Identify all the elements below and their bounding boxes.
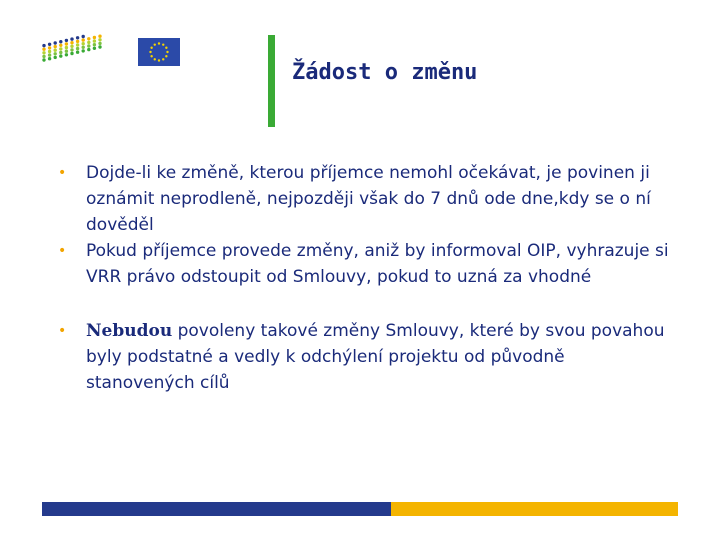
- logo-dot: [93, 47, 96, 50]
- logo-dot: [65, 50, 68, 53]
- logo-dot: [42, 48, 45, 51]
- logo-dot: [48, 43, 51, 46]
- eu-flag-icon: [138, 38, 180, 66]
- logo-dot: [59, 44, 62, 47]
- logo-dot: [65, 42, 68, 45]
- logo-dot: [87, 44, 90, 47]
- logo-dot: [82, 35, 85, 38]
- logo-dot: [54, 56, 57, 59]
- eu-star: [150, 55, 152, 57]
- logo-dot: [59, 40, 62, 43]
- logo-dot: [93, 39, 96, 42]
- bullet-icon: •: [58, 243, 67, 259]
- logo-dot: [54, 41, 57, 44]
- eu-star: [150, 47, 152, 49]
- logo-dot: [65, 46, 68, 49]
- logo-dot: [76, 47, 79, 50]
- bullet-strong-text: Nebudou: [86, 321, 173, 341]
- logo-dot: [70, 45, 73, 48]
- eu-star: [165, 55, 167, 57]
- bullet-item: [56, 160, 671, 238]
- logo-dot: [76, 36, 79, 39]
- logo-dot: [48, 57, 51, 60]
- logo-dot: [42, 55, 45, 58]
- eu-star: [162, 58, 164, 60]
- bullet-item: [56, 238, 671, 290]
- eu-star: [165, 47, 167, 49]
- bullet-icon: •: [58, 323, 67, 339]
- logo-dot: [59, 47, 62, 50]
- eu-star: [166, 51, 168, 53]
- bullet-list: [56, 160, 671, 396]
- logo-dot: [98, 38, 101, 41]
- logo-dot: [59, 54, 62, 57]
- footer-blue-segment: [42, 502, 391, 516]
- logo-dot: [54, 45, 57, 48]
- bullet-icon: •: [58, 165, 67, 181]
- operational-programme-logo: [40, 34, 106, 68]
- eu-star: [162, 43, 164, 45]
- logo-dot: [93, 36, 96, 39]
- eu-star: [154, 58, 156, 60]
- logo-dot: [98, 35, 101, 38]
- bullet-text: Dojde-li ke změně, kterou příjemce nemohl očekávat, je povinen ji oznámit neprodleně, nejpozději však do 7 dnů ode dne,kdy se o ní dověděl: [86, 163, 651, 235]
- page-title: Žádost o změnu: [292, 60, 478, 85]
- footer-yellow-segment: [391, 502, 678, 516]
- logo-dot: [48, 50, 51, 53]
- logo-dot: [87, 37, 90, 40]
- eu-star: [154, 43, 156, 45]
- logo-dot: [48, 53, 51, 56]
- bullet-text: Pokud příjemce provede změny, aniž by informoval OIP, vyhrazuje si VRR právo odstoupit od Smlouvy, pokud to uzná za vhodné: [86, 241, 669, 287]
- logo-dot: [98, 45, 101, 48]
- bullet-text: povoleny takové změny Smlouvy, které by svou povahou byly podstatné a vedly k odchýlení projektu od původně stanovených cílů: [86, 321, 665, 393]
- footer-bar: [42, 502, 678, 516]
- logo-dot: [87, 41, 90, 44]
- title-accent-bar: [268, 35, 275, 127]
- logo-dot: [76, 51, 79, 54]
- logo-dot: [59, 51, 62, 54]
- logo-dot: [54, 49, 57, 52]
- logo-dot: [82, 49, 85, 52]
- logo-dot: [70, 41, 73, 44]
- logo-dot: [76, 43, 79, 46]
- logo-dot: [70, 48, 73, 51]
- logo-dot: [65, 53, 68, 56]
- logo-dot: [87, 48, 90, 51]
- logo-dot: [82, 42, 85, 45]
- eu-star: [158, 42, 160, 44]
- logo-dot: [82, 38, 85, 41]
- logo-dot: [82, 46, 85, 49]
- logo-dot: [48, 46, 51, 49]
- logo-dot: [70, 52, 73, 55]
- logo-dot: [54, 52, 57, 55]
- logo-dot: [42, 44, 45, 47]
- logo-dot: [70, 37, 73, 40]
- logo-dot: [93, 43, 96, 46]
- eu-star: [158, 59, 160, 61]
- logo-dot: [98, 42, 101, 45]
- logo-dot: [42, 58, 45, 61]
- logo-dot: [76, 40, 79, 43]
- logo-dot: [65, 39, 68, 42]
- bullet-item: [56, 318, 671, 396]
- eu-star: [149, 51, 151, 53]
- logo-dot: [42, 51, 45, 54]
